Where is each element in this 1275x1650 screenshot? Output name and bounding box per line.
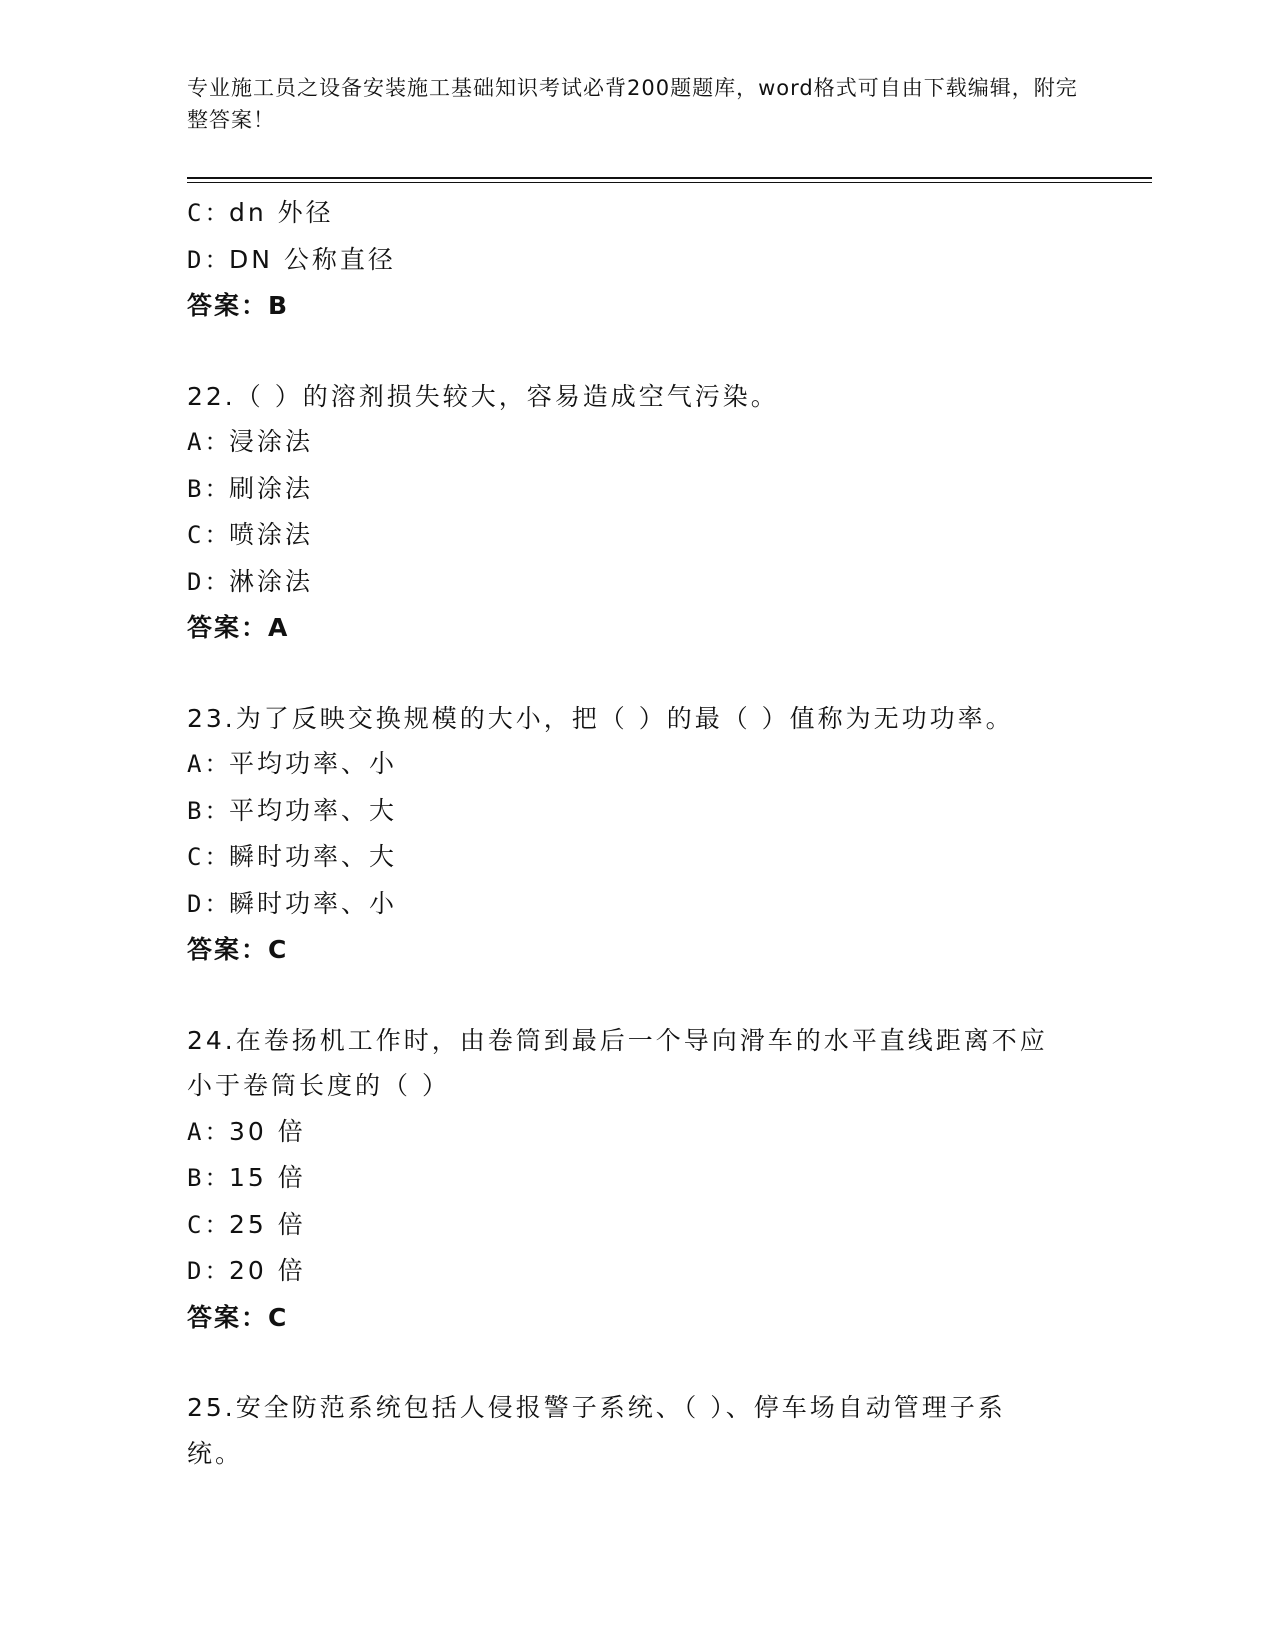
option-d (187, 559, 1087, 606)
question-24-stem-line2: 小于卷筒长度的（ ） (187, 1071, 450, 1100)
option-d (187, 1248, 1087, 1295)
spacer (187, 651, 1087, 696)
option-text: 20 倍 (229, 1256, 306, 1285)
option-d (187, 881, 1087, 928)
option-label: A： (187, 428, 232, 456)
option-text: 刷涂法 (229, 473, 314, 503)
option-text: 15 倍 (229, 1163, 306, 1192)
question-23-stem: 23.为了反映交换规模的大小，把（ ）的最（ ）值称为无功功率。 (187, 703, 1014, 733)
option-text: DN 公称直径 (229, 244, 396, 274)
option-c (187, 834, 1087, 881)
question-content (187, 190, 1087, 1476)
option-b (187, 1155, 1087, 1202)
option-text: 25 倍 (229, 1209, 306, 1239)
answer-line: 答案：B (187, 291, 290, 320)
option-a (187, 741, 1087, 788)
option-label: D： (187, 1257, 232, 1285)
option-c (187, 1202, 1087, 1249)
spacer (187, 329, 1087, 374)
option-text: 30 倍 (229, 1116, 306, 1146)
option-label: D： (187, 567, 232, 596)
option-label: C： (187, 843, 232, 871)
option-text: 淋涂法 (229, 566, 314, 596)
option-label: C： (187, 199, 232, 227)
answer-line: 答案：A (187, 613, 290, 642)
option-d (187, 237, 1087, 284)
option-text: dn 外径 (229, 198, 334, 227)
option-text: 平均功率、大 (229, 795, 398, 825)
option-label: D： (187, 889, 232, 918)
option-label: D： (187, 245, 232, 274)
spacer (187, 973, 1087, 1018)
option-text: 平均功率、小 (229, 749, 398, 778)
option-text: 浸涂法 (229, 427, 314, 456)
option-label: B： (187, 796, 232, 825)
option-text: 瞬时功率、大 (229, 842, 398, 871)
option-label: A： (187, 750, 232, 778)
option-text: 瞬时功率、小 (229, 888, 398, 918)
question-25-stem-line2: 统。 (187, 1438, 244, 1468)
answer-line: 答案：C (187, 935, 289, 964)
option-label: B： (187, 474, 232, 503)
header-divider (187, 177, 1152, 183)
answer-line: 答案：C (187, 1302, 289, 1332)
option-c (187, 190, 1087, 237)
option-label: A： (187, 1117, 232, 1146)
question-24-stem-line1: 24.在卷扬机工作时，由卷筒到最后一个导向滑车的水平直线距离不应 (187, 1025, 1048, 1055)
option-label: C： (187, 1210, 232, 1239)
option-c (187, 512, 1087, 559)
question-25-stem-line1: 25.安全防范系统包括人侵报警子系统、（ ）、停车场自动管理子系 (187, 1393, 1006, 1422)
option-a (187, 1109, 1087, 1156)
option-b (187, 466, 1087, 513)
option-text: 喷涂法 (229, 520, 314, 549)
document-header-title: 专业施工员之设备安装施工基础知识考试必背200题题库，word格式可自由下载编辑，附完整答案！ (187, 76, 1078, 132)
option-a (187, 419, 1087, 466)
question-22-stem: 22.（ ）的溶剂损失较大，容易造成空气污染。 (187, 381, 779, 411)
option-label: B： (187, 1164, 232, 1192)
option-label: C： (187, 521, 232, 549)
option-b (187, 788, 1087, 835)
spacer (187, 1340, 1087, 1385)
